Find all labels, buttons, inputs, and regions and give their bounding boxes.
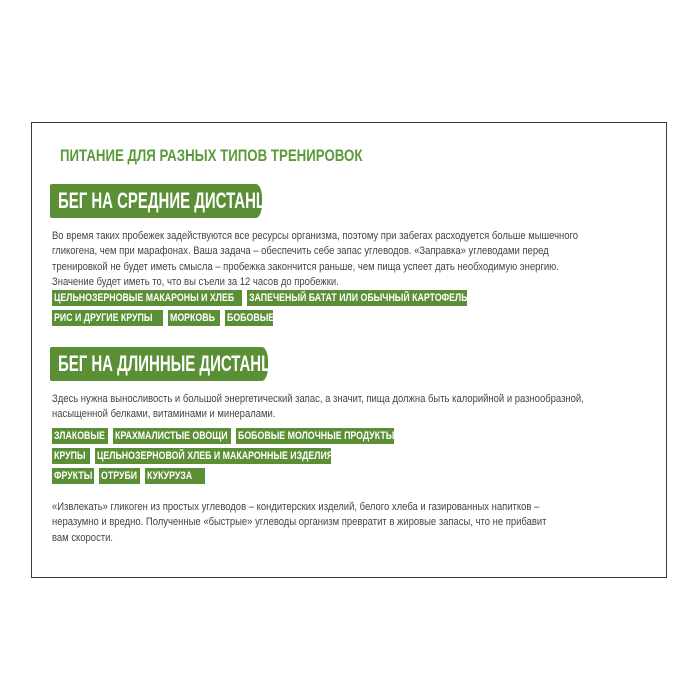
section-paragraph-long	[52, 392, 584, 423]
paragraph-line: неразумно и вредно. Полученные «быстрые» углеводы организм превратит в жировые запасы, что не прибавит	[52, 516, 547, 529]
food-tag: ОТРУБИ	[99, 468, 140, 484]
food-tag: ЗЛАКОВЫЕ	[52, 428, 108, 444]
food-tag: ФРУКТЫ	[54, 470, 93, 482]
paragraph-line: вам скорости.	[52, 531, 114, 544]
paragraph-line: насыщенной белками, витаминами и минералами.	[52, 408, 276, 421]
section-heading: БЕГ НА ДЛИННЫЕ ДИСТАНЦИИ	[58, 351, 294, 376]
food-tag: ЗАПЕЧЕНЫЙ БАТАТ ИЛИ ОБЫЧНЫЙ КАРТОФЕЛЬ	[249, 292, 468, 304]
food-tag: БОБОВЫЕ	[227, 312, 275, 324]
page-title: ПИТАНИЕ ДЛЯ РАЗНЫХ ТИПОВ ТРЕНИРОВОК	[60, 146, 363, 165]
food-tag: ЦЕЛЬНОЗЕРНОВОЙ ХЛЕБ И МАКАРОННЫЕ ИЗДЕЛИЯ	[97, 450, 334, 462]
food-tag: БОБОВЫЕ МОЛОЧНЫЕ ПРОДУКТЫ	[238, 430, 395, 442]
section-paragraph-medium	[52, 229, 578, 290]
food-tag: ЦЕЛЬНОЗЕРНОВЫЕ МАКАРОНЫ И ХЛЕБ	[52, 290, 242, 306]
paragraph-line: гликогена, чем при марафонах. Ваша задача – обеспечить себе запас углеводов. «Заправка» углеводами перед	[52, 245, 549, 258]
paragraph-line: Значение будет иметь то, что вы съели за 12 часов до пробежки.	[52, 275, 339, 288]
paragraph-line: тренировкой не будет иметь смысла – пробежка закончится раньше, чем пища успеет дать необходимую энергию.	[52, 260, 559, 273]
food-tag: КРАХМАЛИСТЫЕ ОВОЩИ	[113, 428, 231, 444]
tag-row	[52, 448, 334, 464]
food-tag: КУКУРУЗА	[145, 468, 205, 484]
paragraph-line: Здесь нужна выносливость и большой энергетический запас, а значит, пища должна быть калорийной и разнообразной,	[52, 393, 584, 405]
section-banner-medium	[50, 184, 289, 218]
tag-row	[52, 468, 205, 484]
tag-row	[52, 290, 467, 306]
food-tag: РИС И ДРУГИЕ КРУПЫ	[52, 310, 163, 326]
section-heading: БЕГ НА СРЕДНИЕ ДИСТАНЦИИ	[58, 188, 289, 213]
footer-paragraph	[52, 500, 547, 546]
food-tag: МОРКОВЬ	[168, 310, 220, 326]
paragraph-line: Во время таких пробежек задействуются все ресурсы организма, поэтому при забегах расходуется больше мышечного	[52, 230, 579, 242]
tag-row	[52, 310, 273, 326]
paragraph-line: «Извлекать» гликоген из простых углеводов – кондитерских изделий, белого хлеба и газированных напитков –	[52, 501, 540, 513]
section-banner-long	[50, 347, 294, 381]
food-tag: КРУПЫ	[52, 448, 90, 464]
tag-row	[52, 428, 394, 444]
